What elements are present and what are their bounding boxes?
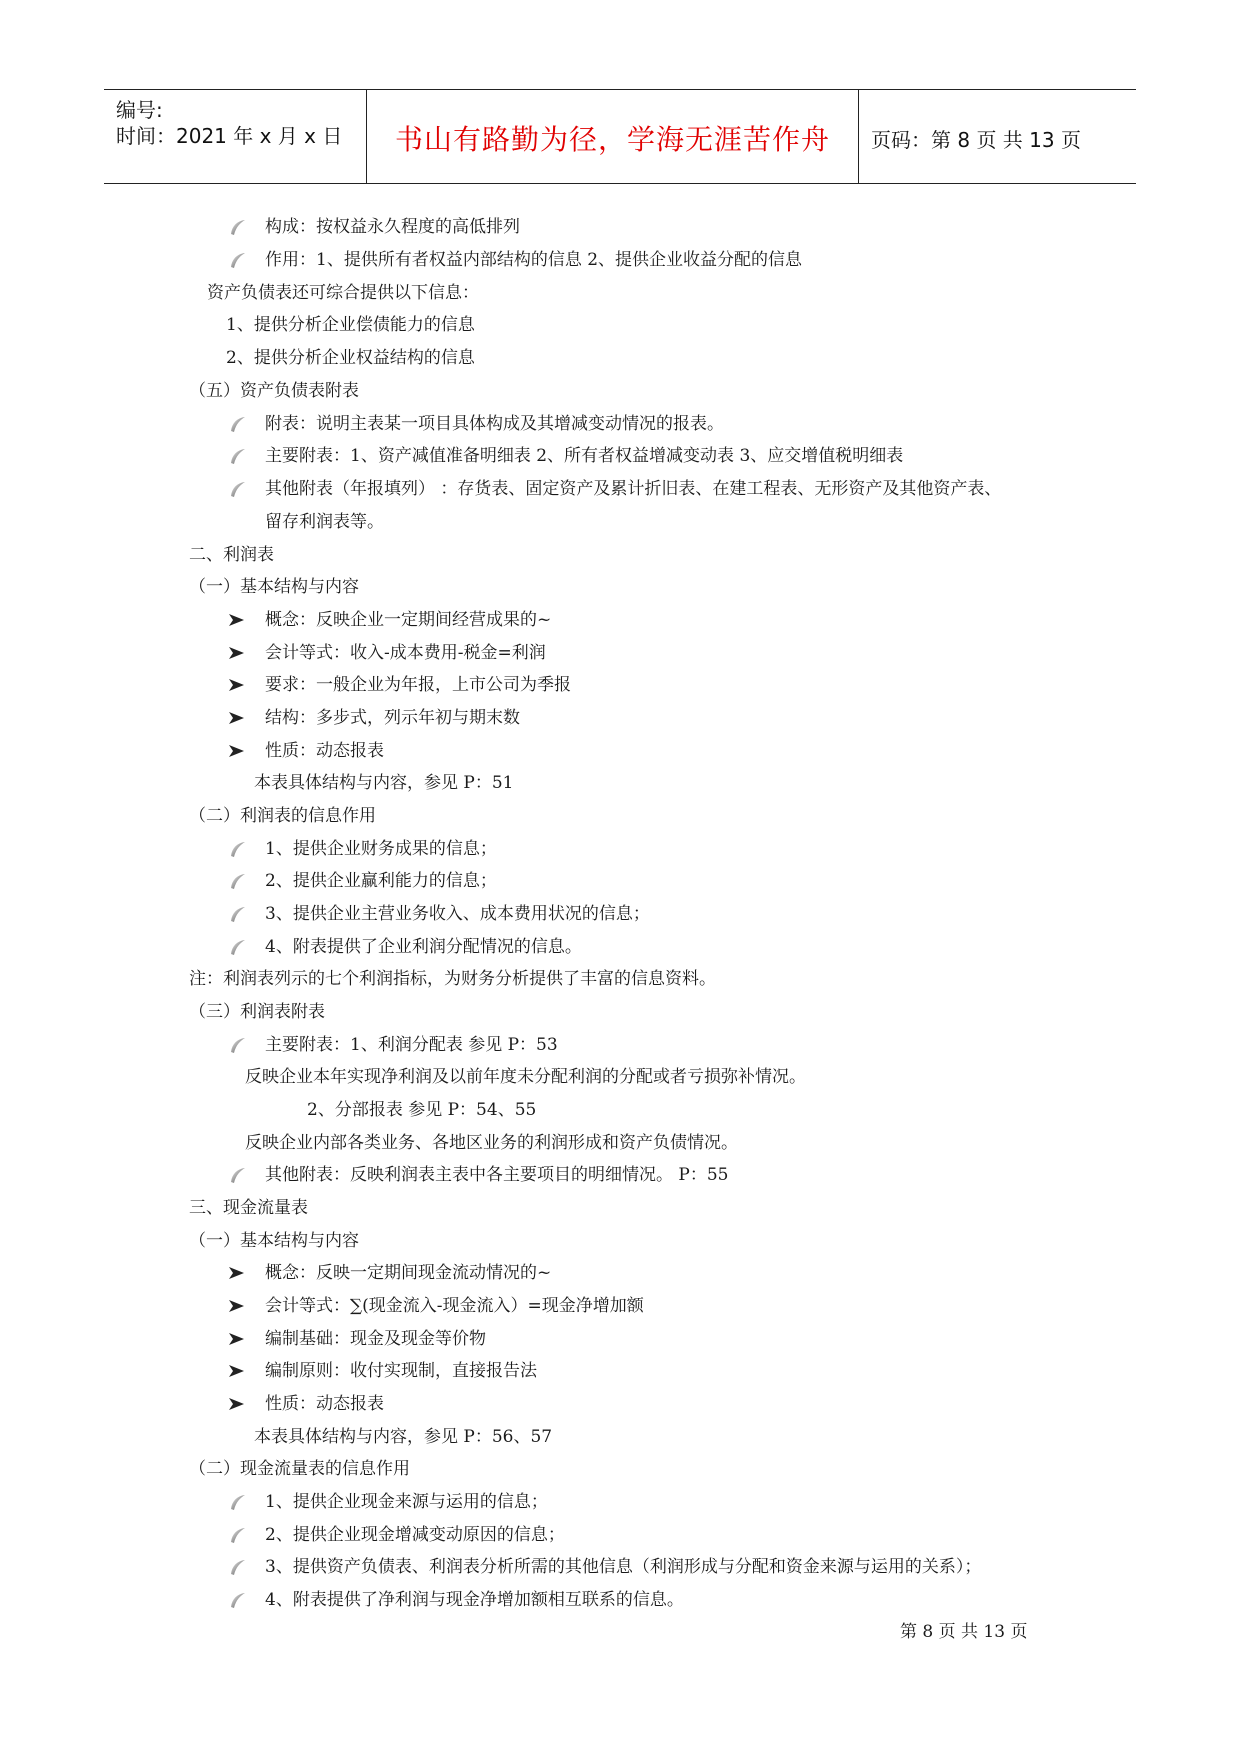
text-line: 性质：动态报表 [265,1394,384,1414]
arrow-bullet-icon [224,1359,248,1383]
note-line: 注：利润表列示的七个利润指标，为财务分析提供了丰富的信息资料。 [189,969,716,989]
section-heading: （二）利润表的信息作用 [189,806,376,826]
header-page-number: 页码：第 8 页 共 13 页 [871,128,1081,152]
text-line: 资产负债表还可综合提供以下信息： [207,283,479,303]
arrow-bullet-icon [224,641,248,665]
arrow-bullet-icon [224,1392,248,1416]
text-line: 其他附表（年报填列） ：存货表、固定资产及累计折旧表、在建工程表、无形资产及其他资产表、 [265,479,1002,499]
arrow-bullet-icon [224,739,248,763]
text-line: 编制原则：收付实现制，直接报告法 [265,1361,537,1381]
text-line: 会计等式：收入-成本费用-税金=利润 [265,643,546,663]
text-line: 4、附表提供了企业利润分配情况的信息。 [265,937,582,957]
section-heading: 二、利润表 [189,545,274,565]
page-footer-number: 第 8 页 共 13 页 [900,1622,1028,1642]
crescent-bullet-icon [226,1163,250,1187]
text-line: 留存利润表等。 [265,512,384,532]
text-line: 概念：反映一定期间现金流动情况的~ [265,1263,552,1283]
text-line: 附表：说明主表某一项目具体构成及其增减变动情况的报表。 [265,414,724,434]
crescent-bullet-icon [226,1033,250,1057]
header-middle-cell [367,90,859,183]
text-line: 2、分部报表 参见 P：54、55 [307,1100,537,1120]
text-line: 3、提供企业主营业务收入、成本费用状况的信息； [265,904,650,924]
text-line: 结构：多步式，列示年初与期末数 [265,708,520,728]
section-heading: 三、现金流量表 [189,1198,308,1218]
crescent-bullet-icon [226,412,250,436]
page-header [104,89,1136,184]
header-right-cell [859,90,1135,183]
section-heading: （三）利润表附表 [189,1002,325,1022]
text-line: 2、提供企业现金增减变动原因的信息； [265,1525,565,1545]
text-line: 1、提供分析企业偿债能力的信息 [226,315,475,335]
text-line: 2、提供企业赢利能力的信息； [265,871,497,891]
text-line: 概念：反映企业一定期间经营成果的~ [265,610,552,630]
crescent-bullet-icon [226,248,250,272]
text-line: 3、提供资产负债表、利润表分析所需的其他信息（利润形成与分配和资金来源与运用的关系）； [265,1557,982,1577]
crescent-bullet-icon [226,902,250,926]
text-line: 主要附表：1、资产减值准备明细表 2、所有者权益增减变动表 3、应交增值税明细表 [265,446,904,466]
crescent-bullet-icon [226,1523,250,1547]
text-line: 4、附表提供了净利润与现金净增加额相互联系的信息。 [265,1590,684,1610]
section-heading: （一）基本结构与内容 [189,577,359,597]
text-line: 作用：1、提供所有者权益内部结构的信息 2、提供企业收益分配的信息 [265,250,803,270]
text-line: 构成：按权益永久程度的高低排列 [265,217,520,237]
text-line: 反映企业内部各类业务、各地区业务的利润形成和资产负债情况。 [245,1133,738,1153]
header-left-cell [104,90,367,183]
crescent-bullet-icon [226,215,250,239]
text-line: 2、提供分析企业权益结构的信息 [226,348,475,368]
arrow-bullet-icon [224,1294,248,1318]
text-line: 主要附表：1、利润分配表 参见 P：53 [265,1035,558,1055]
section-heading: （一）基本结构与内容 [189,1231,359,1251]
arrow-bullet-icon [224,608,248,632]
text-line: 1、提供企业财务成果的信息； [265,839,497,859]
crescent-bullet-icon [226,869,250,893]
header-motto: 书山有路勤为径，学海无涯苦作舟 [394,123,830,156]
text-line: 要求：一般企业为年报，上市公司为季报 [265,675,571,695]
text-line: 性质：动态报表 [265,741,384,761]
crescent-bullet-icon [226,444,250,468]
text-line: 会计等式：∑(现金流入-现金流入）=现金净增加额 [265,1296,644,1316]
crescent-bullet-icon [226,1555,250,1579]
text-line: 编制基础：现金及现金等价物 [265,1329,486,1349]
section-heading: （二）现金流量表的信息作用 [189,1459,410,1479]
document-time-label: 时间：2021 年 x 月 x 日 [116,124,343,148]
crescent-bullet-icon [226,477,250,501]
crescent-bullet-icon [226,1588,250,1612]
text-line: 其他附表：反映利润表主表中各主要项目的明细情况。 P：55 [265,1165,729,1185]
text-line: 本表具体结构与内容，参见 P：51 [254,773,514,793]
arrow-bullet-icon [224,1327,248,1351]
crescent-bullet-icon [226,837,250,861]
crescent-bullet-icon [226,935,250,959]
text-line: 反映企业本年实现净利润及以前年度未分配利润的分配或者亏损弥补情况。 [245,1067,806,1087]
arrow-bullet-icon [224,706,248,730]
text-line: 1、提供企业现金来源与运用的信息； [265,1492,548,1512]
crescent-bullet-icon [226,1490,250,1514]
arrow-bullet-icon [224,1261,248,1285]
arrow-bullet-icon [224,673,248,697]
document-code-label: 编号: [116,98,163,122]
section-heading: （五）资产负债表附表 [189,381,359,401]
text-line: 本表具体结构与内容，参见 P：56、57 [254,1427,553,1447]
